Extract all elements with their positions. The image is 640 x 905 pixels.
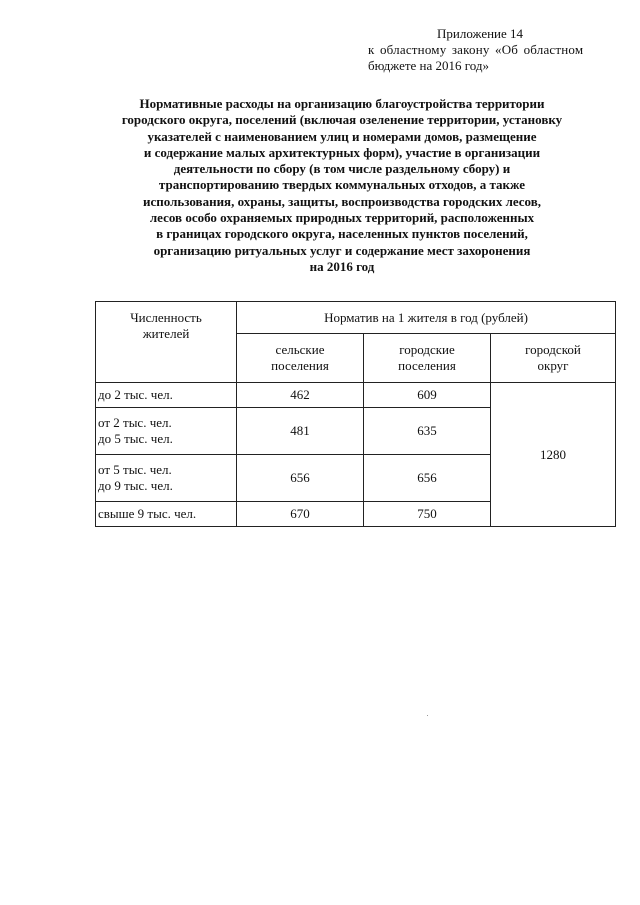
population-cell: до 2 тыс. чел. bbox=[96, 383, 237, 408]
title-line: деятельности по сбору (в том числе раздельному сбору) и bbox=[173, 161, 511, 177]
title-line: транспортированию твердых коммунальных отходов, а также bbox=[158, 177, 526, 193]
scan-speck bbox=[427, 715, 428, 716]
rural-value: 462 bbox=[237, 383, 364, 408]
title-line: на 2016 год bbox=[309, 258, 375, 274]
urban-value: 609 bbox=[364, 383, 491, 408]
appendix-heading bbox=[368, 26, 618, 74]
document-title bbox=[88, 96, 596, 275]
title-line: в границах городского округа, населенных пунктов поселений, bbox=[156, 226, 528, 242]
header-okrug: городской округ bbox=[491, 334, 616, 383]
population-cell: от 5 тыс. чел. до 9 тыс. чел. bbox=[96, 455, 237, 502]
appendix-law-reference: к областному закону «Об областном bbox=[368, 42, 584, 57]
population-cell: от 2 тыс. чел. до 5 тыс. чел. bbox=[96, 408, 237, 455]
appendix-number: Приложение 14 bbox=[437, 26, 524, 41]
header-urban: городские поселения bbox=[364, 334, 491, 383]
norms-table bbox=[95, 301, 616, 527]
okrug-value: 1280 bbox=[491, 383, 616, 527]
header-rural: сельские поселения bbox=[237, 334, 364, 383]
rural-value: 481 bbox=[237, 408, 364, 455]
urban-value: 750 bbox=[364, 502, 491, 527]
table-row bbox=[96, 383, 616, 408]
urban-value: 635 bbox=[364, 408, 491, 455]
title-line: городского округа, поселений (включая озеленение территории, установку bbox=[121, 112, 563, 128]
rural-value: 656 bbox=[237, 455, 364, 502]
title-line: и содержание малых архитектурных форм), участие в организации bbox=[143, 144, 541, 160]
header-norm: Норматив на 1 жителя в год (рублей) bbox=[237, 302, 616, 334]
header-population: Численность жителей bbox=[96, 302, 237, 383]
rural-value: 670 bbox=[237, 502, 364, 527]
title-line: Нормативные расходы на организацию благоустройства территории bbox=[139, 96, 545, 111]
title-line: указателей с наименованием улиц и номерами домов, размещение bbox=[147, 128, 537, 144]
urban-value: 656 bbox=[364, 455, 491, 502]
title-line: организацию ритуальных услуг и содержание мест захоронения bbox=[153, 242, 531, 258]
title-line: лесов особо охраняемых природных территорий, расположенных bbox=[149, 210, 535, 226]
population-cell: свыше 9 тыс. чел. bbox=[96, 502, 237, 527]
appendix-law-year: бюджете на 2016 год» bbox=[368, 58, 490, 73]
title-line: использования, охраны, защиты, воспроизводства городских лесов, bbox=[142, 193, 542, 209]
